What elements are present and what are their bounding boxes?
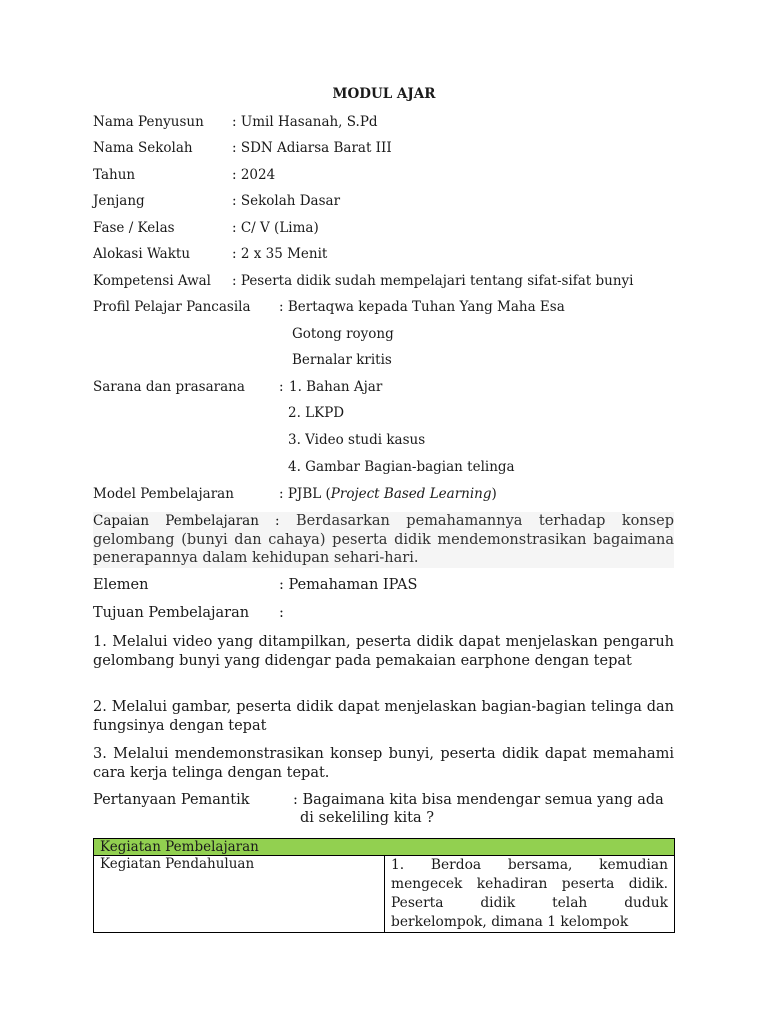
profil-item: Bernalar kritis <box>292 352 392 368</box>
identitas-label: Alokasi Waktu <box>93 246 191 262</box>
model-value: : PJBL (Project Based Learning) <box>279 486 497 502</box>
kegiatan-row-label: Kegiatan Pendahuluan <box>94 856 385 933</box>
sarana-item: 4. Gambar Bagian-bagian telinga <box>288 459 515 475</box>
sarana-item: 2. LKPD <box>288 405 345 421</box>
kegiatan-header: Kegiatan Pembelajaran <box>94 839 675 856</box>
kegiatan-row-text: 1. Berdoa bersama, kemudian mengecek kehadiran peserta didik. Peserta didik telah duduk berkelompok, dimana 1 kelompok <box>385 856 675 933</box>
model-label: Model Pembelajaran <box>93 486 234 502</box>
document-title: MODUL AJAR <box>332 86 436 102</box>
tujuan-item: 2. Melalui gambar, peserta didik dapat menjelaskan bagian-bagian telinga dan fungsinya dengan tepat <box>93 699 674 734</box>
tujuan-item: 3. Melalui mendemonstrasikan konsep bunyi, peserta didik dapat memahami cara kerja telinga dengan tepat. <box>93 746 674 781</box>
sarana-item: 1. Bahan Ajar <box>289 379 383 395</box>
identitas-value: : C/ V (Lima) <box>232 220 319 236</box>
tujuan-row <box>93 605 284 621</box>
identitas-value: : 2 x 35 Menit <box>232 246 328 262</box>
elemen-label: Elemen <box>93 577 149 593</box>
elemen-row <box>93 577 418 593</box>
sarana-label: Sarana dan prasarana <box>93 379 245 395</box>
profil-label: Profil Pelajar Pancasila <box>93 299 251 315</box>
elemen-value: : Pemahaman IPAS <box>279 577 418 593</box>
capaian-text: Berdasarkan pemahamannya terhadap konsep gelombang (bunyi dan cahaya) peserta didik mendemonstrasikan bagaimana penerapannya dalam kehidupan sehari-hari. <box>93 513 674 566</box>
tujuan-label: Tujuan Pembelajaran <box>93 605 250 621</box>
identitas-label: Kompetensi Awal <box>93 273 211 289</box>
identitas-value: : Umil Hasanah, S.Pd <box>232 114 378 130</box>
identitas-label: Nama Penyusun <box>93 114 204 130</box>
tujuan-item: 1. Melalui video yang ditampilkan, peserta didik dapat menjelaskan pengaruh gelombang bunyi yang didengar pada pemakaian earphone dengan tepat <box>93 634 674 669</box>
identitas-label: Fase / Kelas <box>93 220 175 236</box>
identitas-label: Jenjang <box>93 193 145 209</box>
pemantik-value: : Bagaimana kita bisa mendengar semua yang ada <box>293 792 664 808</box>
identitas-value: : Peserta didik sudah mempelajari tentang sifat-sifat bunyi <box>232 273 634 289</box>
kegiatan-table <box>93 838 675 933</box>
profil-item: : Bertaqwa kepada Tuhan Yang Maha Esa <box>279 299 565 315</box>
identitas-value: : Sekolah Dasar <box>232 193 341 209</box>
identitas-value: : SDN Adiarsa Barat III <box>232 140 392 156</box>
pemantik-row <box>93 792 664 808</box>
identitas-value: : 2024 <box>232 167 276 183</box>
sarana-colon: : <box>279 379 284 395</box>
sarana-item: 3. Video studi kasus <box>288 432 426 448</box>
identitas-label: Tahun <box>93 167 136 183</box>
capaian-label: Capaian Pembelajaran : <box>93 513 280 529</box>
pemantik-value-cont: di sekeliling kita ? <box>300 810 434 826</box>
profil-item: Gotong royong <box>292 326 394 342</box>
pemantik-label: Pertanyaan Pemantik <box>93 792 250 808</box>
capaian-paragraph <box>93 512 674 568</box>
tujuan-colon: : <box>279 605 284 621</box>
identitas-label: Nama Sekolah <box>93 140 193 156</box>
